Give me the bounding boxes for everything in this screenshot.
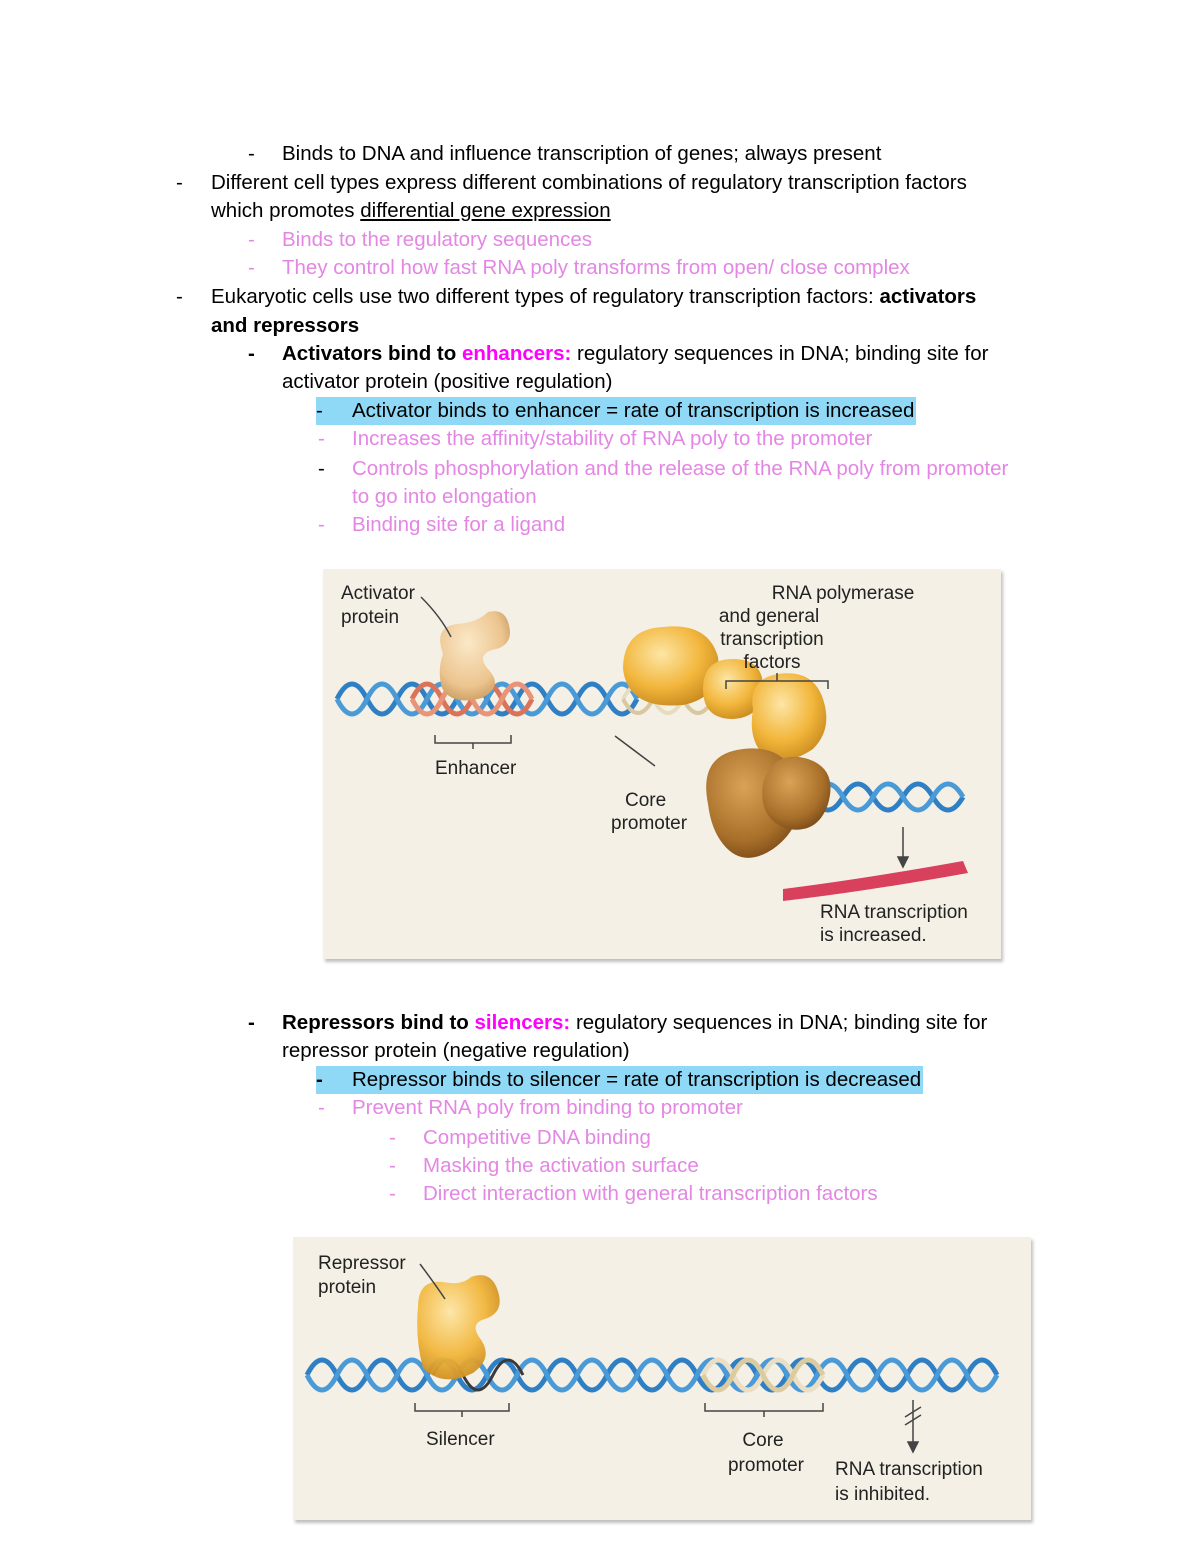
bullet-text bbox=[282, 1009, 987, 1037]
bullet-dash: - bbox=[248, 142, 255, 165]
bullet-dash: - bbox=[316, 1068, 323, 1091]
label-rna-polymerase: RNA polymerase bbox=[771, 583, 915, 604]
bullet-text: Binds to DNA and influence transcription of genes; always present bbox=[282, 142, 882, 165]
dna-helix bbox=[307, 1360, 997, 1390]
bullet-dash: - bbox=[389, 1182, 396, 1205]
bullet-text: Different cell types express different combinations of regulatory transcription factors bbox=[211, 171, 967, 194]
text-run: Repressor binds to silencer = rate of transcription is decreased bbox=[352, 1068, 922, 1091]
bullet-text: Competitive DNA binding bbox=[423, 1126, 651, 1149]
bullet-dash: - bbox=[318, 457, 325, 480]
label-result: RNA transcription bbox=[835, 1459, 983, 1480]
label-core-promoter: promoter bbox=[611, 813, 688, 834]
bullet-text: and repressors bbox=[211, 314, 360, 337]
bullet-text: Direct interaction with general transcription factors bbox=[423, 1182, 878, 1205]
bullet-text bbox=[211, 197, 611, 225]
bullet-text: Prevent RNA poly from binding to promoter bbox=[352, 1096, 743, 1119]
underlined-term: differential gene expression bbox=[360, 199, 611, 222]
highlighted-bullet bbox=[316, 397, 916, 425]
bullet-dash: - bbox=[318, 513, 325, 536]
label-core-promoter: promoter bbox=[727, 1455, 805, 1476]
label-activator: protein bbox=[341, 607, 400, 628]
rna-polymerase bbox=[762, 757, 830, 830]
bold-term: Repressors bind to bbox=[282, 1011, 475, 1034]
rna-transcript bbox=[783, 861, 968, 901]
bullet-dash: - bbox=[176, 285, 183, 308]
bullet-text: repressor protein (negative regulation) bbox=[282, 1039, 630, 1062]
bullet-text: Binds to the regulatory sequences bbox=[282, 228, 592, 251]
label-result: is increased. bbox=[820, 925, 927, 946]
keyword-enhancers: enhancers: bbox=[461, 342, 572, 365]
bullet-text: Controls phosphorylation and the release of the RNA poly from promoter bbox=[352, 457, 1009, 480]
repressor-diagram bbox=[293, 1237, 1031, 1520]
bullet-dash: - bbox=[176, 171, 183, 194]
text-run: regulatory sequences in DNA; binding site for bbox=[571, 342, 989, 365]
text-run: which promotes bbox=[211, 199, 361, 222]
activator-diagram bbox=[323, 569, 1001, 959]
bullet-dash: - bbox=[248, 1011, 255, 1034]
bold-term: activators bbox=[879, 285, 977, 308]
bullet-text bbox=[211, 283, 976, 311]
repressor-protein bbox=[417, 1275, 500, 1379]
bullet-text: Masking the activation surface bbox=[423, 1154, 699, 1177]
bullet-dash: - bbox=[248, 228, 255, 251]
highlighted-bullet bbox=[316, 1066, 923, 1094]
text-run: regulatory sequences in DNA; binding site for bbox=[570, 1011, 988, 1034]
label-rna-polymerase: and general bbox=[718, 606, 820, 627]
label-core-promoter: Core bbox=[742, 1430, 784, 1451]
bullet-dash: - bbox=[248, 256, 255, 279]
bullet-text bbox=[282, 340, 988, 368]
bullet-dash: - bbox=[389, 1154, 396, 1177]
label-activator: Activator bbox=[341, 583, 415, 604]
label-rna-polymerase: factors bbox=[743, 652, 801, 673]
bullet-text: They control how fast RNA poly transforms from open/ close complex bbox=[282, 256, 910, 279]
bullet-dash: - bbox=[389, 1126, 396, 1149]
bullet-dash: - bbox=[318, 427, 325, 450]
label-enhancer: Enhancer bbox=[435, 758, 517, 779]
label-repressor: Repressor bbox=[318, 1253, 406, 1274]
label-silencer: Silencer bbox=[426, 1429, 495, 1450]
repressor-figure bbox=[293, 1237, 1031, 1520]
text-run: Eukaryotic cells use two different types of regulatory transcription factors: bbox=[211, 285, 880, 308]
label-rna-polymerase: transcription bbox=[720, 629, 824, 650]
label-result: is inhibited. bbox=[835, 1484, 931, 1505]
bullet-dash: - bbox=[318, 1096, 325, 1119]
label-core-promoter: Core bbox=[625, 790, 667, 811]
bold-term: Activators bind to bbox=[282, 342, 462, 365]
keyword-silencers: silencers: bbox=[474, 1011, 571, 1034]
text-run: Activator binds to enhancer = rate of transcription is increased bbox=[352, 399, 915, 422]
bullet-text: Increases the affinity/stability of RNA poly to the promoter bbox=[352, 427, 873, 450]
bullet-dash: - bbox=[248, 342, 255, 365]
bullet-dash: - bbox=[316, 399, 323, 422]
general-transcription-factor bbox=[752, 673, 827, 760]
activator-figure bbox=[323, 569, 1001, 959]
bullet-text: activator protein (positive regulation) bbox=[282, 370, 613, 393]
label-result: RNA transcription bbox=[820, 902, 968, 923]
bullet-text: Binding site for a ligand bbox=[352, 513, 566, 536]
bullet-text: to go into elongation bbox=[352, 485, 537, 508]
label-repressor: protein bbox=[318, 1277, 377, 1298]
